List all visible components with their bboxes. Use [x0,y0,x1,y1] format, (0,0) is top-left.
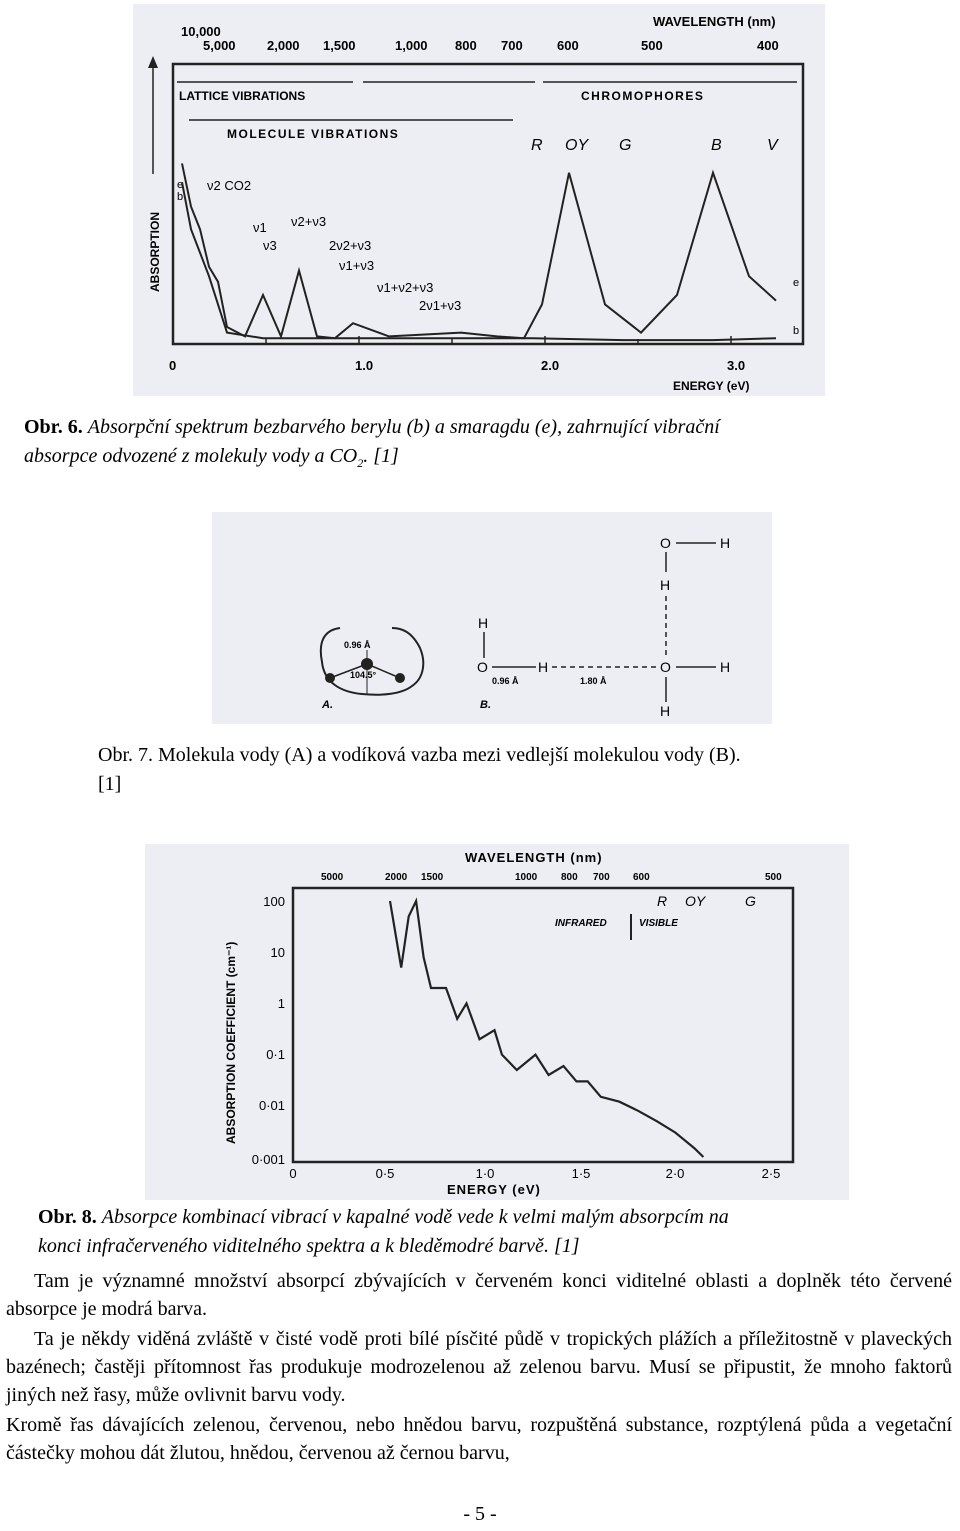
figure-water-molecule [212,512,772,724]
fig3-ytick-01: 0·1 [266,1047,285,1062]
fig3-wl-1000: 1000 [515,872,538,883]
fig3-letter-r: R [657,893,668,909]
curve-label-b-right: b [793,325,800,337]
fig3-letter-oy: OY [685,893,706,909]
wl-tick-10000: 10,000 [181,24,221,39]
label-a: A. [322,699,333,711]
fig3-xtick-10: 1·0 [475,1166,495,1181]
caption-6-lead: Obr. 6. [24,416,83,438]
peak-label-v2-co2: ν2 CO2 [207,178,252,193]
color-letter-b: B [711,137,722,154]
wl-tick-600: 600 [557,38,579,53]
wl-tick-5000: 5,000 [203,38,236,53]
spectrum-chart [133,4,825,396]
peak-label-v3: ν3 [263,238,277,253]
energy-axis-label: ENERGY (eV) [673,379,750,393]
fig3-wl-2000: 2000 [385,872,408,883]
fig3-xtick-20: 2·0 [665,1166,685,1181]
peak-label-v2v3: ν2+ν3 [291,214,327,229]
wl-tick-1500: 1,500 [323,38,356,53]
wl-tick-700: 700 [501,38,523,53]
label-b: B. [480,699,491,711]
wl-tick-1000: 1,000 [395,38,428,53]
atom-h-upper: H [660,577,671,593]
atom-o-top: O [660,535,671,551]
water-molecule-a [321,628,423,711]
caption-8-line2: konci infračerveného viditelného spektra a k bleděmodré barvě. [1] [38,1235,580,1257]
caption-6-line2-post: . [1] [363,445,399,467]
wl-tick-400: 400 [757,38,779,53]
caption-7-lead: Obr. 7. [98,744,153,766]
atom-h-mid: H [538,659,549,675]
fig3-wl-500: 500 [765,872,782,883]
paragraph-3: Kromě řas dávajících zelenou, červenou, nebo hnědou barvu, rozpuštěná substance, rozptýlená půda a vegetační částečky mohou dát žlutou, hnědou, červenou až černou barvu, [6,1414,952,1464]
fig3-ytick-100: 100 [263,894,285,909]
fig3-ytick-001: 0·01 [258,1098,285,1113]
atom-h-right: H [720,659,731,675]
fig3-y-ticks [252,894,285,1167]
fig3-ytick-1: 1 [277,996,285,1011]
visible-label: VISIBLE [639,918,678,929]
caption-7-line2: [1] [98,773,122,795]
wavelength-axis-label: WAVELENGTH (nm) [653,14,776,29]
page-number: - 5 - [463,1503,497,1525]
atom-h-top-right: H [720,535,731,551]
atom-h-bottom: H [660,703,671,719]
fig3-xtick-05: 0·5 [375,1166,395,1181]
color-letters [531,137,779,154]
bond-angle: 104.5° [350,670,377,680]
caption-figure-7 [98,741,938,799]
caption-8-lead: Obr. 8. [38,1206,97,1228]
fig3-wl-600: 600 [633,872,650,883]
fig3-wl-800: 800 [561,872,578,883]
wl-tick-500: 500 [641,38,663,53]
absorption-axis-label: ABSORPTION [148,211,162,292]
water-molecule-diagram [212,512,772,724]
caption-figure-6 [24,413,944,478]
color-letter-r: R [531,137,543,154]
fig3-wl-700: 700 [593,872,610,883]
hbond-length: 1.80 Å [580,676,607,686]
energy-tick-labels [169,358,745,373]
peak-label-2v1v3: 2ν1+ν3 [419,298,462,313]
fig3-xtick-15: 1·5 [571,1166,591,1181]
molecule-vibrations-label: MOLECULE VIBRATIONS [227,127,400,141]
color-letter-oy: OY [565,137,589,154]
figure-water-absorption-coefficient [145,844,849,1200]
caption-8-line1: Absorpce kombinací vibrací v kapalné vodě vede k velmi malým absorpcím na [101,1206,729,1228]
peak-label-v1v3: ν1+ν3 [339,258,375,273]
atom-o-left: O [477,659,488,675]
curve-label-e-left: e [177,179,184,191]
fig3-wl-1500: 1500 [421,872,444,883]
color-letter-v: V [767,137,778,154]
fig3-y-axis-label: ABSORPTION COEFFICIENT (cm⁻¹) [224,941,238,1144]
bond-length-a: 0.96 Å [344,640,371,650]
fig3-letter-g: G [745,893,756,909]
chromophores-label: CHROMOPHORES [581,89,705,103]
peak-label-2v2v3: 2ν2+ν3 [329,238,372,253]
color-letter-g: G [619,137,632,154]
fig3-xtick-0: 0 [289,1166,297,1181]
caption-6-line1: Absorpční spektrum bezbarvého berylu (b) a smaragdu (e), zahrnující vibrační [87,416,720,438]
caption-7-line1: Molekula vody (A) a vodíková vazba mezi vedlejší molekulou vody (B). [158,744,741,766]
energy-tick-3: 3.0 [727,358,746,373]
paragraph-1: Tam je významné množství absorpcí zbývajících v červeném konci viditelné oblasti a doplněk této červené absorpce je modrá barva. [6,1270,952,1320]
wl-tick-800: 800 [455,38,477,53]
atom-h-top-left: H [478,615,489,631]
absorption-coefficient-series [390,901,703,1157]
fig3-wavelength-ticks [321,872,782,883]
fig3-curve [390,901,703,1157]
lattice-vibrations-label: LATTICE VIBRATIONS [179,89,306,103]
atom-o-right: O [660,659,671,675]
caption-figure-8 [38,1203,954,1261]
fig3-wavelength-label: WAVELENGTH (nm) [465,850,603,865]
bond-length-b: 0.96 Å [492,676,519,686]
infrared-label: INFRARED [555,918,607,929]
peak-labels [207,178,461,313]
peak-label-v1: ν1 [253,220,267,235]
caption-6-line2-sub: 2 [357,456,364,470]
energy-tick-2: 2.0 [541,358,560,373]
wl-tick-2000: 2,000 [267,38,300,53]
curve-label-e-right: e [793,277,800,289]
paragraph-2: Ta je někdy viděná zvláště v čisté vodě proti bílé písčité půdě v tropických plážích a příležitostně v plaveckých bazénech; častěji přítomnost řas produkuje modrozelenou až zelenou barvu. Musí se připustit, že mnoho faktorů jiných než řasy, může ovlivnit barvu vody. [6,1328,952,1406]
fig3-x-axis-label: ENERGY (eV) [447,1182,541,1197]
peak-label-v1v2v3: ν1+ν2+ν3 [377,280,434,295]
hydrogen-bond-b [477,535,730,719]
fig3-wl-5000: 5000 [321,872,344,883]
curve-label-b-left: b [177,191,184,203]
fig3-color-letters [657,893,756,909]
fig3-xtick-25: 2·5 [761,1166,781,1181]
absorption-coefficient-chart [145,844,849,1200]
caption-6-line2-pre: absorpce odvozené z molekuly vody a CO [24,445,358,467]
energy-tick-1: 1.0 [355,358,374,373]
fig3-x-ticks [289,1166,780,1181]
energy-tick-0: 0 [169,358,177,373]
fig3-ytick-0001: 0·001 [251,1152,285,1167]
fig3-ytick-10: 10 [270,945,285,960]
figure-absorption-spectrum-beryl [133,4,825,396]
